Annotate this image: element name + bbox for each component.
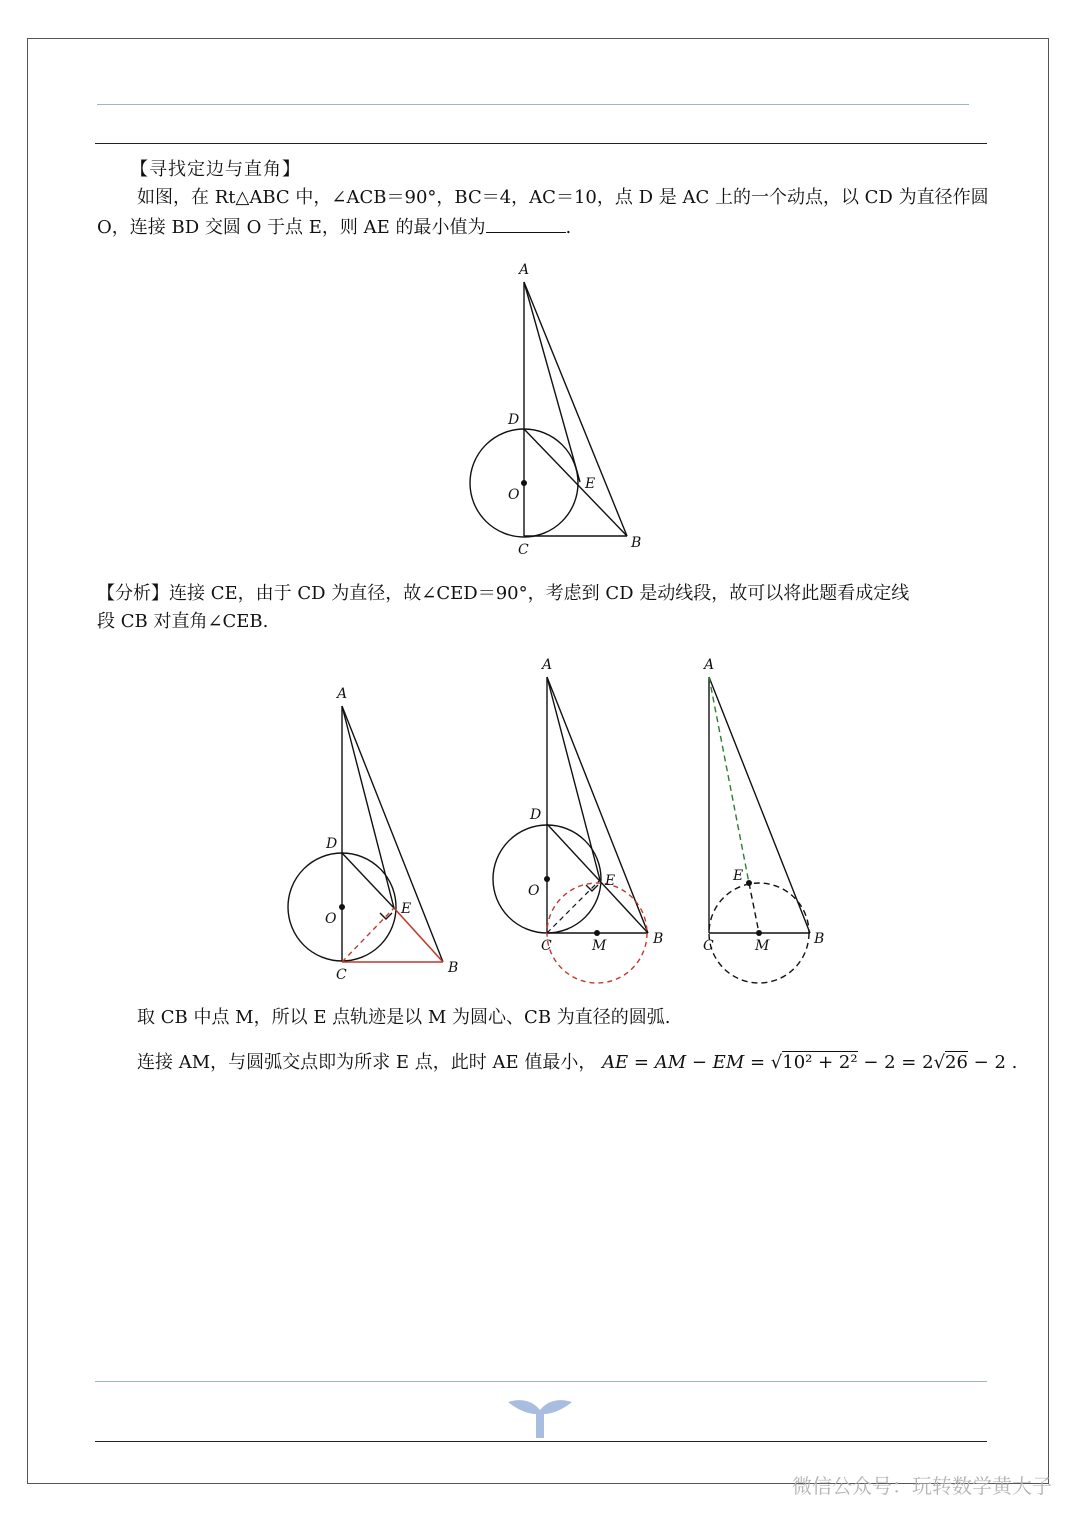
watermark: 微信公众号：玩转数学黄大子 bbox=[792, 1474, 1052, 1498]
fig1-label-O: O bbox=[508, 487, 520, 503]
problem-line-1: 如图，在 Rt△ABC 中，∠ACB＝90°，BC＝4，AC＝10，点 D 是 AC 上的一个动点，以 CD 为直径作圆 bbox=[137, 187, 989, 208]
fig3-label-A: A bbox=[542, 657, 553, 673]
footer-rule-blue bbox=[95, 1381, 987, 1382]
formula-lhs: AE = AM − EM = bbox=[602, 1052, 771, 1073]
fig2-label-A: A bbox=[337, 686, 348, 702]
fig3-label-B: B bbox=[653, 931, 664, 947]
footer-logo bbox=[508, 1400, 572, 1438]
fig3-label-C: C bbox=[541, 938, 552, 954]
sqrt-2: √26 bbox=[933, 1052, 968, 1073]
analysis-line-1: 【分析】连接 CE，由于 CD 为直径，故∠CED＝90°，考虑到 CD 是动线段，故可以将此题看成定线 bbox=[97, 583, 910, 604]
fig4-label-M: M bbox=[755, 938, 770, 954]
radicand-1: 10² + 2² bbox=[782, 1052, 858, 1073]
fig4-label-E: E bbox=[733, 868, 744, 884]
fig1-label-B: B bbox=[631, 535, 642, 551]
fig2-label-E: E bbox=[401, 901, 412, 917]
fig3-label-O: O bbox=[528, 883, 540, 899]
problem-line-2-text: O，连接 BD 交圆 O 于点 E，则 AE 的最小值为 bbox=[97, 217, 486, 238]
footer-rule-black bbox=[95, 1441, 987, 1442]
formula-end: − 2 . bbox=[967, 1052, 1018, 1073]
sqrt-1: √10² + 2² bbox=[770, 1052, 858, 1073]
fig3-label-D: D bbox=[530, 807, 542, 823]
problem-line-2-end: . bbox=[565, 217, 572, 238]
fig2-label-B: B bbox=[448, 960, 459, 976]
fig1-label-A: A bbox=[519, 262, 530, 278]
fig1-label-D: D bbox=[508, 412, 520, 428]
step-1: 取 CB 中点 M，所以 E 点轨迹是以 M 为圆心、CB 为直径的圆弧. bbox=[137, 1007, 671, 1028]
step-2-text: 连接 AM，与圆弧交点即为所求 E 点，此时 AE 值最小， bbox=[137, 1052, 597, 1073]
step-2 bbox=[137, 1049, 1017, 1077]
fig3-label-E: E bbox=[605, 873, 616, 889]
formula-mid: − 2 = 2 bbox=[857, 1052, 934, 1073]
fig2-label-D: D bbox=[326, 836, 338, 852]
fig2-label-C: C bbox=[336, 967, 347, 983]
fig4-label-C: C bbox=[703, 938, 714, 954]
radicand-2: 26 bbox=[945, 1052, 968, 1073]
fig3-label-M: M bbox=[592, 938, 607, 954]
fig2-label-O: O bbox=[325, 911, 337, 927]
fig1-label-E: E bbox=[585, 476, 596, 492]
fig4-label-B: B bbox=[814, 931, 825, 947]
section-heading: 【寻找定边与直角】 bbox=[130, 159, 301, 180]
analysis-line-2: 段 CB 对直角∠CEB. bbox=[97, 611, 269, 632]
fig1-label-C: C bbox=[518, 542, 529, 558]
fig4-label-A: A bbox=[704, 657, 715, 673]
